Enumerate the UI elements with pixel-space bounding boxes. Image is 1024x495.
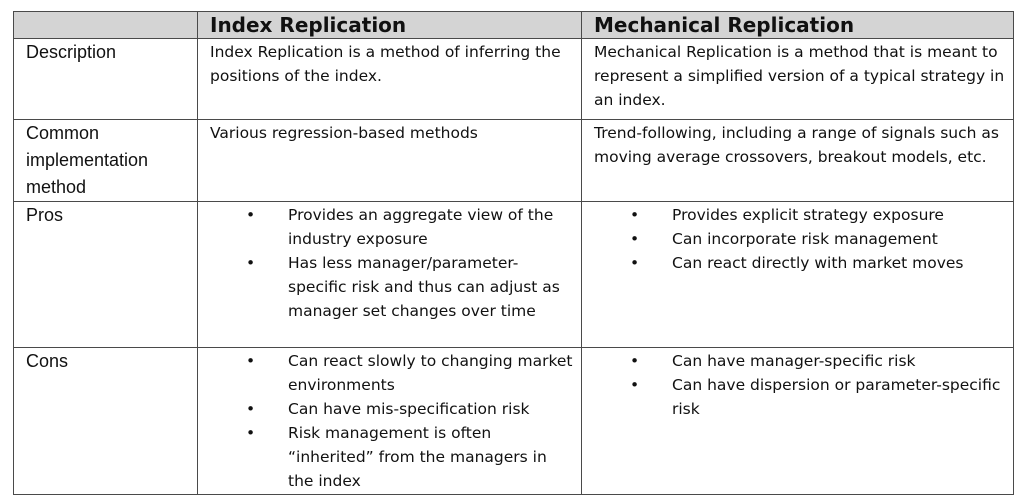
- bullet-icon: •: [630, 254, 640, 272]
- comparison-table: [13, 11, 1014, 495]
- list-item: [198, 349, 575, 397]
- list-item-text: Can react slowly to changing market environments: [288, 352, 573, 394]
- row-label-pros: Pros: [14, 202, 198, 348]
- bullet-icon: •: [630, 352, 640, 370]
- list-item-text: Can have dispersion or parameter-specific risk: [672, 376, 1001, 418]
- bullet-icon: •: [246, 352, 256, 370]
- list-item-text: Can incorporate risk management: [672, 230, 938, 248]
- description-index-cell: Index Replication is a method of inferring the positions of the index.: [198, 39, 582, 120]
- row-label-implementation: Common implementation method: [14, 120, 198, 202]
- header-row: [14, 12, 1014, 39]
- list-item-text: Risk management is often “inherited” from the managers in the index: [288, 424, 547, 490]
- list-item: [198, 251, 575, 323]
- list-item-text: Provides explicit strategy exposure: [672, 206, 944, 224]
- row-label-description: Description: [14, 39, 198, 120]
- header-index-replication: Index Replication: [198, 12, 582, 39]
- bullet-icon: •: [246, 424, 256, 442]
- header-blank-cell: [14, 12, 198, 39]
- row-pros: [14, 202, 1014, 348]
- list-item: [198, 203, 575, 251]
- list-item-text: Has less manager/parameter-specific risk and thus can adjust as manager set changes over time: [288, 254, 560, 320]
- description-mechanical-cell: Mechanical Replication is a method that is meant to represent a simplified version of a typical strategy in an index.: [582, 39, 1014, 120]
- row-cons: [14, 348, 1014, 495]
- list-item-text: Can have mis-specification risk: [288, 400, 530, 418]
- cons-index-cell: [198, 348, 582, 495]
- bullet-icon: •: [246, 254, 256, 272]
- implementation-mechanical-cell: Trend-following, including a range of signals such as moving average crossovers, breakout models, etc.: [582, 120, 1014, 202]
- cons-index-list: [198, 349, 575, 493]
- list-item-text: Can react directly with market moves: [672, 254, 964, 272]
- row-implementation: [14, 120, 1014, 202]
- list-item: [582, 251, 1007, 275]
- bullet-icon: •: [630, 230, 640, 248]
- list-item: [198, 397, 575, 421]
- list-item: [198, 421, 575, 493]
- cons-mechanical-list: [582, 349, 1007, 421]
- pros-mechanical-cell: [582, 202, 1014, 348]
- bullet-icon: •: [246, 400, 256, 418]
- pros-index-list: [198, 203, 575, 323]
- bullet-icon: •: [630, 376, 640, 394]
- list-item: [582, 227, 1007, 251]
- header-mechanical-replication: Mechanical Replication: [582, 12, 1014, 39]
- row-description: [14, 39, 1014, 120]
- bullet-icon: •: [246, 206, 256, 224]
- list-item-text: Provides an aggregate view of the industry exposure: [288, 206, 554, 248]
- list-item-text: Can have manager-specific risk: [672, 352, 916, 370]
- row-label-cons: Cons: [14, 348, 198, 495]
- bullet-icon: •: [630, 206, 640, 224]
- implementation-index-cell: Various regression-based methods: [198, 120, 582, 202]
- cons-mechanical-cell: [582, 348, 1014, 495]
- list-item: [582, 203, 1007, 227]
- list-item: [582, 349, 1007, 373]
- pros-mechanical-list: [582, 203, 1007, 275]
- pros-index-cell: [198, 202, 582, 348]
- list-item: [582, 373, 1007, 421]
